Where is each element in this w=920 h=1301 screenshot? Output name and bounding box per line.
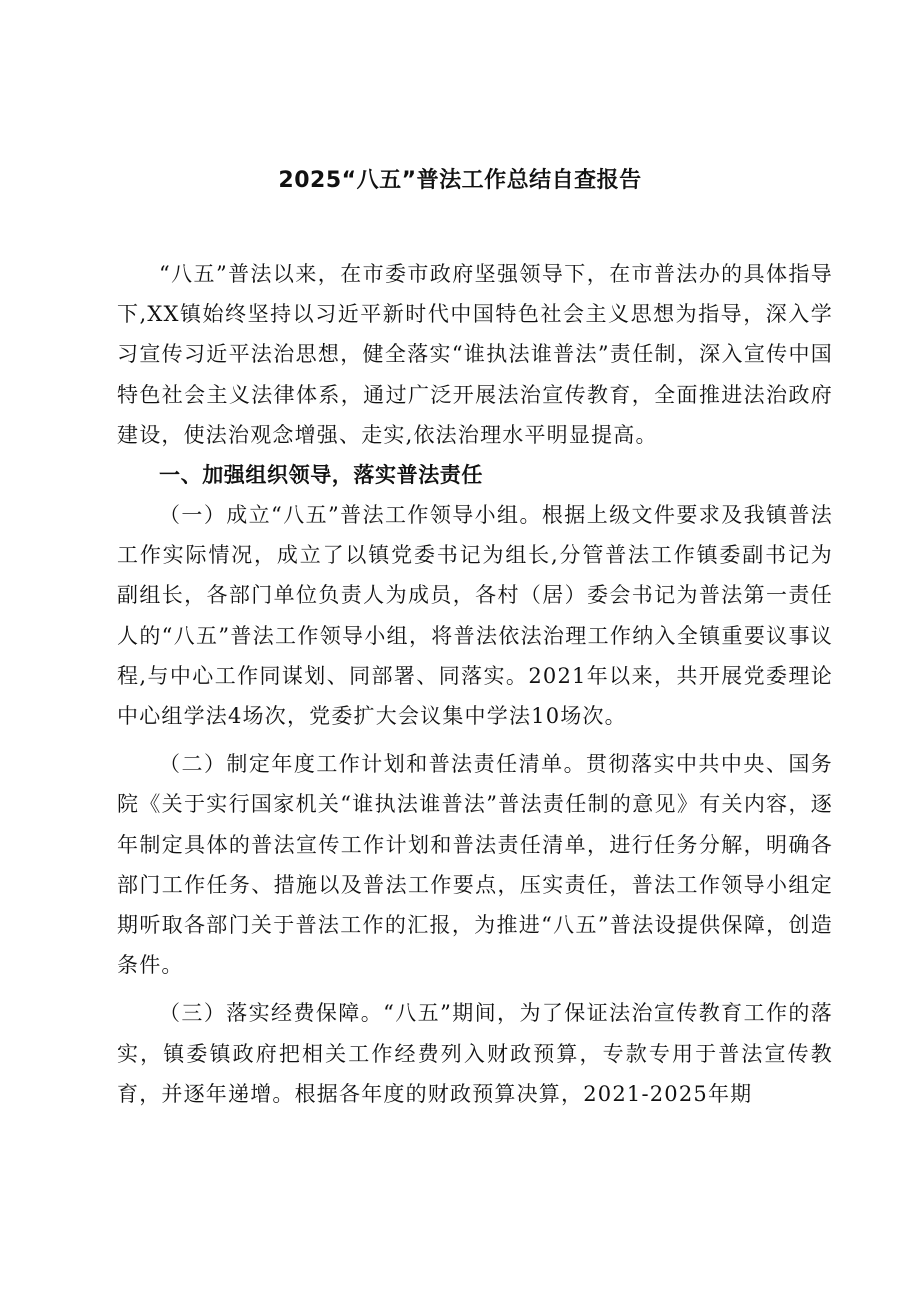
paragraph-3: （三）落实经费保障。“八五”期间，为了保证法治宣传教育工作的落实，镇委镇政府把相关工作经费列入财政预算，专款专用于普法宣传教育，并逐年递增。根据各年度的财政预算决算，2021-2025年期 xyxy=(117,1001,833,1106)
document-body xyxy=(117,254,833,1114)
document-title: 2025“八五”普法工作总结自查报告 xyxy=(278,168,642,193)
paragraph-1: （一）成立“八五”普法工作领导小组。根据上级文件要求及我镇普法工作实际情况，成立了以镇党委书记为组长,分管普法工作镇委副书记为副组长，各部门单位负责人为成员，各村（居）委会书记为普法第一责任人的“八五”普法工作领导小组，将普法依法治理工作纳入全镇重要议事议程,与中心工作同谋划、同部署、同落实。2021年以来，共开展党委理论中心组学法4场次，党委扩大会议集中学法10场次。 xyxy=(117,503,833,729)
paragraph-2: （二）制定年度工作计划和普法责任清单。贯彻落实中共中央、国务院《关于实行国家机关“谁执法谁普法”普法责任制的意见》有关内容，逐年制定具体的普法宣传工作计划和普法责任清单，进行任务分解，明确各部门工作任务、措施以及普法工作要点，压实责任，普法工作领导小组定期听取各部门关于普法工作的汇报，为推进“八五”普法设提供保障，创造条件。 xyxy=(117,752,833,978)
intro-paragraph: “八五”普法以来，在市委市政府坚强领导下，在市普法办的具体指导下,XX镇始终坚持以习近平新时代中国特色社会主义思想为指导，深入学习宣传习近平法治思想，健全落实“谁执法谁普法”责任制，深入宣传中国特色社会主义法律体系，通过广泛开展法治宣传教育，全面推进法治政府建设，使法治观念增强、走实,依法治理水平明显提高。 xyxy=(117,262,833,447)
paragraph-spacer xyxy=(117,985,833,993)
section-heading: 一、加强组织领导，落实普法责任 xyxy=(159,463,483,488)
paragraph-spacer xyxy=(117,736,833,744)
